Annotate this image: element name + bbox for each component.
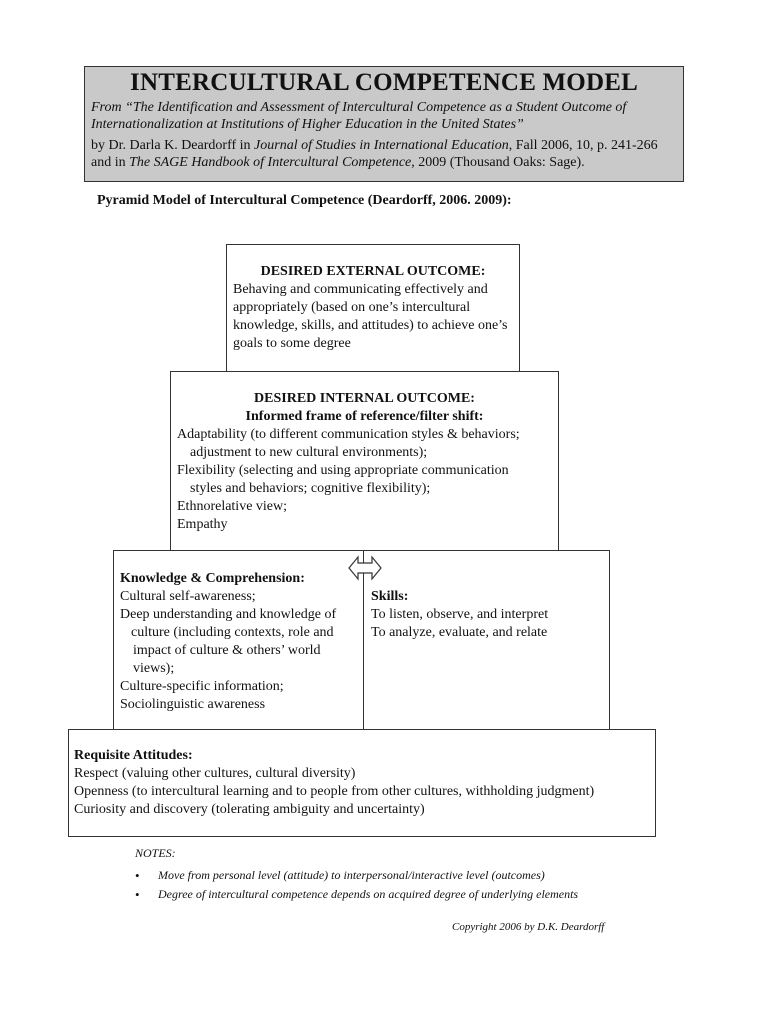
internal-item-continuation: styles and behaviors; cognitive flexibility); [190,481,431,496]
skills-heading: Skills: [371,589,409,604]
citation-mid: , Fall 2006, 10, p. 241-266 and in [91,138,658,170]
knowledge-item-continuation: impact of culture & others’ world [133,643,321,658]
notes-label: NOTES: [135,846,176,860]
knowledge-item: Culture-specific information; [120,679,284,694]
external-outcome-text: Behaving and communicating effectively and appropriately (based on one’s intercultural knowledge, skills, and attitudes) to achieve one’s goals to some degree [233,282,508,351]
attitude-item: Curiosity and discovery (tolerating ambiguity and uncertainty) [74,802,425,817]
skills-item: To listen, observe, and interpret [371,607,549,622]
skills-item: To analyze, evaluate, and relate [371,625,548,640]
skills-column [371,588,607,642]
knowledge-item: Cultural self-awareness; [120,589,256,604]
citation-prefix: by Dr. Darla K. Deardorff in [91,138,255,153]
attitude-item: Respect (valuing other cultures, cultural diversity) [74,766,356,781]
internal-outcome-item [177,426,552,462]
source-reference: From “The Identification and Assessment of Intercultural Competence as a Student Outcome of Internationalization at Institutions of Higher Education in the United States” [91,100,627,132]
internal-outcome-item: Empathy [177,517,228,532]
title-box [84,66,684,182]
internal-outcome-item: Ethnorelative view; [177,499,288,514]
attitudes-heading: Requisite Attitudes: [74,748,193,763]
requisite-attitudes-box [68,729,656,837]
note-item: • Move from personal level (attitude) to interpersonal/interactive level (outcomes) [135,866,578,885]
knowledge-item: Sociolinguistic awareness [120,697,266,712]
knowledge-item-continuation: views); [133,661,175,676]
external-outcome-box [226,244,520,374]
note-item: • Degree of intercultural competence depends on acquired degree of underlying elements [135,885,578,904]
citation-book: The SAGE Handbook of Intercultural Competence [129,155,412,170]
internal-item-line: Flexibility (selecting and using appropriate communication [177,463,509,478]
notes-list [135,866,578,904]
knowledge-item [120,606,360,678]
internal-outcome-subheading: Informed frame of reference/filter shift: [245,409,484,424]
knowledge-item-line: Deep understanding and knowledge of [120,607,337,622]
double-arrow-icon [348,554,382,582]
attitude-item: Openness (to intercultural learning and to people from other cultures, withholding judgment) [74,784,595,799]
knowledge-heading: Knowledge & Comprehension: [120,571,305,586]
citation-suffix: , 2009 (Thousand Oaks: Sage). [411,155,585,170]
internal-outcome-box [170,371,559,551]
internal-item-line: Adaptability (to different communication styles & behaviors; [177,427,520,442]
citation [91,137,677,171]
internal-outcome-heading: DESIRED INTERNAL OUTCOME: [254,391,475,406]
citation-journal: Journal of Studies in International Education [254,138,509,153]
knowledge-item-continuation: culture (including contexts, role and [131,625,334,640]
internal-outcome-item [177,462,552,498]
pyramid-caption: Pyramid Model of Intercultural Competence (Deardorff, 2006. 2009): [97,193,512,208]
copyright-notice: Copyright 2006 by D.K. Deardorff [452,921,605,933]
external-outcome-heading: DESIRED EXTERNAL OUTCOME: [260,264,486,279]
document-title: INTERCULTURAL COMPETENCE MODEL [130,69,638,96]
internal-item-continuation: adjustment to new cultural environments); [190,445,428,460]
knowledge-column [120,570,360,714]
